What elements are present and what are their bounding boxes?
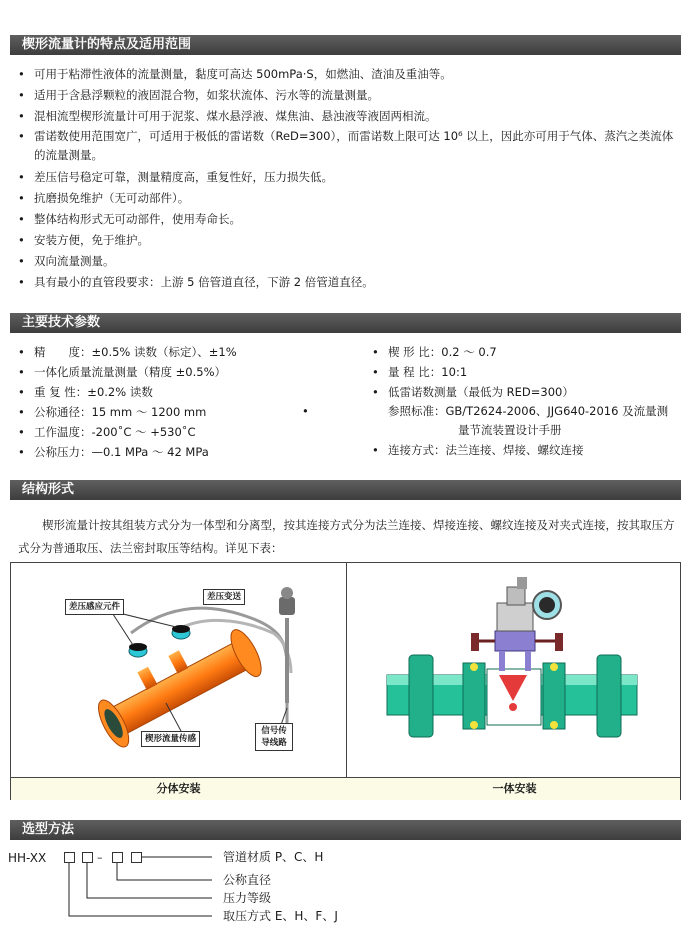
installation-figure [10, 562, 681, 800]
spec-item: • 重 复 性：±0.2% 读数 [18, 382, 348, 402]
spec-item: • 连接方式：法兰连接、焊接、螺纹连接 [372, 440, 672, 460]
section-header-features: 楔形流量计的特点及适用范围 [10, 35, 681, 55]
integrated-installation-illustration [347, 563, 682, 777]
section-header-specs: 主要技术参数 [10, 313, 681, 333]
list-item: • 可用于粘滞性液体的流量测量，黏度可高达 500mPa·S，如燃油、渣油及重油等。 [18, 64, 678, 85]
selection-label-material: 管道材质 P、C、H [223, 850, 324, 864]
label-transmitter: 差压变送 [203, 589, 245, 605]
structure-paragraph: 楔形流量计按其组装方式分为一体型和分离型，按其连接方式分为法兰连接、焊接连接、螺纹连接及对夹式连接，按其取压方式分为普通取压、法兰密封取压等结构。详见下表： [18, 518, 675, 555]
selection-label-pressure: 压力等级 [223, 891, 272, 905]
spec-item: • 精 度：±0.5% 读数（标定）、±1% [18, 342, 348, 362]
spec-item: • 一体化质量流量测量（精度 ±0.5%） [18, 362, 348, 382]
model-prefix: HH-XX [8, 851, 47, 865]
spec-item: • 公称通径：15 mm ～ 1200 mm [18, 402, 348, 422]
spec-item: • 公称压力：—0.1 MPa ～ 42 MPa [18, 442, 348, 462]
model-dash: – [97, 851, 103, 864]
list-item: • 雷诺数使用范围宽广，可适用于极低的雷诺数（ReD=300），而雷诺数上限可达 10⁶ 以上，因此亦可用于气体、蒸汽之类流体的流量测量。 [18, 127, 678, 167]
caption-separate: 分体安装 [156, 782, 201, 795]
caption-integrated: 一体安装 [492, 782, 537, 795]
label-dp-element: 差压感应元件 [65, 599, 124, 615]
list-item: • 整体结构形式无可动部件，使用寿命长。 [18, 209, 678, 230]
selection-label-diameter: 公称直径 [223, 873, 272, 887]
spec-item: • 参照标准：GB/T2624-2006、JJG640-2016 及流量测量节流装置设计手册 [372, 402, 672, 440]
list-item: • 混相流型楔形流量计可用于泥浆、煤水悬浮液、煤焦油、悬浊液等液固两相流。 [18, 106, 678, 127]
section-header-structure: 结构形式 [10, 480, 681, 500]
selection-label-tapping: 取压方式 E、H、F、J [223, 909, 338, 923]
list-item: • 双向流量测量。 [18, 251, 678, 272]
list-item: • 适用于含悬浮颗粒的液固混合物，如浆状流体、污水等的流量测量。 [18, 85, 678, 106]
spec-item: • 楔 形 比：0.2 ～ 0.7 [372, 342, 672, 362]
label-sensor: 楔形流量传感 [141, 731, 200, 747]
list-item: • 差压信号稳定可靠，测量精度高，重复性好，压力损失低。 [18, 167, 678, 188]
list-item: • 具有最小的直管段要求：上游 5 倍管道直径，下游 2 倍管道直径。 [18, 272, 678, 293]
spec-item: • 工作温度：-200˚C ～ +530˚C [18, 422, 348, 442]
selection-leader-lines [0, 850, 240, 930]
specs-list-right [372, 342, 672, 460]
spec-item: • 低雷诺数测量（最低为 RED=300） [372, 382, 672, 402]
specs-list-left [18, 342, 348, 462]
label-signal-line: 信号传导线路 [255, 723, 293, 751]
list-item: • 抗磨损免维护（无可动部件）。 [18, 188, 678, 209]
features-list [18, 64, 678, 293]
spec-item: • 量 程 比：10:1 [372, 362, 672, 382]
list-item: • 安装方便，免于维护。 [18, 230, 678, 251]
section-header-selection: 选型方法 [10, 820, 681, 840]
caption-row [11, 777, 680, 800]
